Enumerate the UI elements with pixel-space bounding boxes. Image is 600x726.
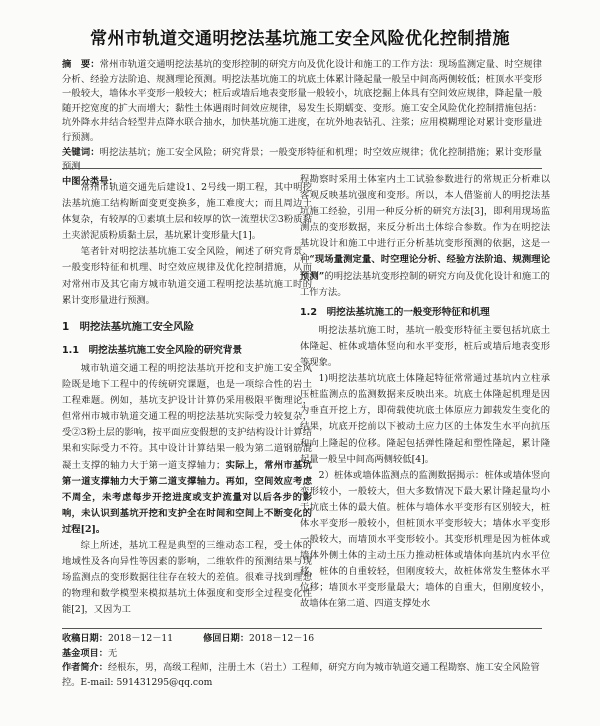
- dates-line: [62, 632, 542, 647]
- received-date: [62, 632, 173, 647]
- classno-label: 中图分类号：: [62, 175, 118, 187]
- keywords-line: [62, 146, 542, 175]
- right-text-c: 的明挖法基坑变形控制的研究方向及优化设计和施工的工作方法。: [300, 270, 550, 298]
- right-column: [300, 172, 550, 613]
- revised-label: 修回日期：: [203, 633, 250, 644]
- author-label: 作者简介：: [62, 662, 108, 673]
- section-1-2-paragraph-1: 明挖法基坑施工时，基坑一般变形特征主要包括坑底土体隆起、桩体或墙体竖向和水平变形，桩后或墙后地表变形等现象。: [300, 324, 550, 369]
- section-1-1-text-a: 城市轨道交通工程的明挖法基坑开挖和支护施工安全风险既是地下工程中的传统研究课题，也是一项综合性的岩土工程难题。例如，基坑支护设计计算仍采用极限平衡理论，但常州市城市轨道交通工程的明挖法基坑实际受力较复杂，受②3粉土层的影响，按平面应变假想的支护结构设计计算结果和实际受力不符。其中设计计算结果一般为第二道钢筋混凝土支撑的轴力大于第一道支撑轴力；: [62, 362, 312, 471]
- section-1-1-paragraph-2: 综上所述，基坑工程是典型的三维动态工程，受土体的地域性及各向异性等因素的影响，二维软件的预测结果与现场监测点的变形数据往往存在较大的差值。很难寻找到理想的物理和数学模型来模拟基坑土体强度和变形全过程变化性能[2]，又因为工: [62, 539, 312, 616]
- abstract-block: [62, 58, 542, 189]
- section-1-2-heading: 1.2 明挖法基坑施工的一般变形特征和机理: [300, 306, 490, 318]
- revised-value: 2018－12－16: [249, 633, 315, 644]
- section-1-2-paragraph-2: 1)明挖法基坑坑底土体隆起特征常常通过基坑内立柱承压桩监测点的监测数据来反映出来。坑底土体隆起机理是因为垂直开挖上方，即荷载使坑底土体原应力卸载发生变化的结果，坑底开挖前以下被动土应力区的土体发生水平向抗压和向上隆起的位移。隆起包括弹性隆起和塑性隆起，累计隆起量一般呈中间高两侧较低[4]。: [300, 373, 550, 465]
- abstract-divider: [62, 168, 542, 169]
- received-label: 收稿日期：: [62, 633, 108, 644]
- keywords-label: 关键词：: [62, 146, 100, 158]
- abstract-paragraph: [62, 58, 542, 146]
- received-value: 2018－12－11: [107, 633, 174, 644]
- footnote-block: [62, 632, 542, 690]
- keywords-text: 明挖法基坑；施工安全风险；研究背景；一般变形特征和机理；时空效应规律；优化控制措施；累计变形量预测: [62, 146, 542, 173]
- section-1-heading: 1 明挖法基坑施工安全风险: [62, 320, 194, 333]
- right-text-a: 程勘察时采用土体室内土工试验参数进行的常规正分析难以客观反映基坑强度和变形。所以，本人借鉴前人的明挖法基坑施工经验，引用一种反分析的研究方法[3]，即利用现场监测点的变形数据，来反分析出土体综合参数。作为在明挖法基坑设计和施工中进行正分析基坑变形预测的依据，这是一种: [300, 174, 550, 266]
- fund-line: [62, 647, 542, 662]
- footer-divider: [62, 628, 542, 629]
- abstract-label: 摘 要：: [62, 59, 100, 70]
- fund-value: 无: [107, 647, 118, 659]
- section-1-1-heading: 1.1 明挖法基坑施工安全风险的研究背景: [62, 344, 243, 356]
- section-1-1-paragraph-1: [62, 361, 312, 538]
- author-value: 经根东，男，高级工程师，注册土木（岩土）工程师，研究方向为城市轨道交通工程勘察、施工安全风险管控。E-mail: 591431295@qq.com: [62, 662, 540, 688]
- paper-title: 常州市轨道交通明挖法基坑施工安全风险优化控制措施: [90, 29, 510, 49]
- left-column: [62, 172, 312, 618]
- section-1-2-paragraph-3: 2）桩体或墙体监测点的监测数据揭示：桩体或墙体竖向变形较小，一般较大，但大多数情况下最大累计隆起量均小于坑底土体的最大值。桩体与墙体水平变形有区别较大，桩体水平变形一般较小，但桩顶水平变形较大；墙体水平变形一般较大，而墙顶水平变形较小。其变形机理是因为桩体或墙体外侧土体的主动土压力推动桩体或墙体向基坑内水平位移，桩体的自重较轻，但刚度较大，故桩体常发生整体水平位移；墙顶水平变形量最大；墙体的自重大，但刚度较小，故墙体在第二道、四道支撑处水: [300, 469, 550, 610]
- right-paragraph-0: [300, 172, 550, 301]
- intro-paragraph-2: 笔者针对明挖法基坑施工安全风险，阐述了研究背景、一般变形特征和机理、时空效应规律及优化控制措施，从而对常州市及其它南方城市轨道交通工程明挖法基坑施工时的累计变形量进行预测。: [62, 246, 312, 306]
- abstract-text: 常州市轨道交通明挖法基坑的变形控制的研究方向及优化设计和施工的工作方法：现场监测定量、时空规律分析、经验方法阶追、规测理论预测。明挖法基坑施工的坑底土体累计隆起量一般呈中间高两侧较低；桩顶水平变形一般较大，墙体水平变形一般较大；桩后或墙后地表变形量一般较小，坑底挖掘上体具有空间效应规律，降起量一般随开挖宽度的扩大而增大；黏性土体遇雨时间效应规律，易发生长期蠕变、变形。施工安全风险优化控制措施包括：坑外降水井结合轻型井点降水联合抽水，加快基坑施工进度，在坑外地表钻孔、注浆；应用模糊理论对累计变形量进行预测。: [62, 59, 542, 143]
- section-1-1-text-b: 实际上，常州市基坑第一道支撑轴力大于第二道支撑轴力。再如，空间效应考虑不周全，未考虑每步开挖进度或支护流量对以后各步的影响，未认识到基坑开挖和支护全在时间和空间上不断变化的过程[2]。: [62, 459, 312, 535]
- right-text-b: “现场量测定量、时空理论分析、经验方法阶追、规测理论预测”: [300, 254, 550, 282]
- revised-date: [203, 632, 314, 647]
- intro-paragraph-1: 常州市轨道交通先后建设1、2号线一期工程，其中明挖法基坑施工结构断面变更变换多，施工难度大；而且周边土体复杂，有较厚的①素填土层和较厚的饮一流塑状②3粉质黏土夹淤泥质粉质黏土层，基坑累计变形量大[1]。: [62, 182, 312, 242]
- author-line: [62, 661, 542, 690]
- fund-label: 基金项目：: [62, 647, 108, 659]
